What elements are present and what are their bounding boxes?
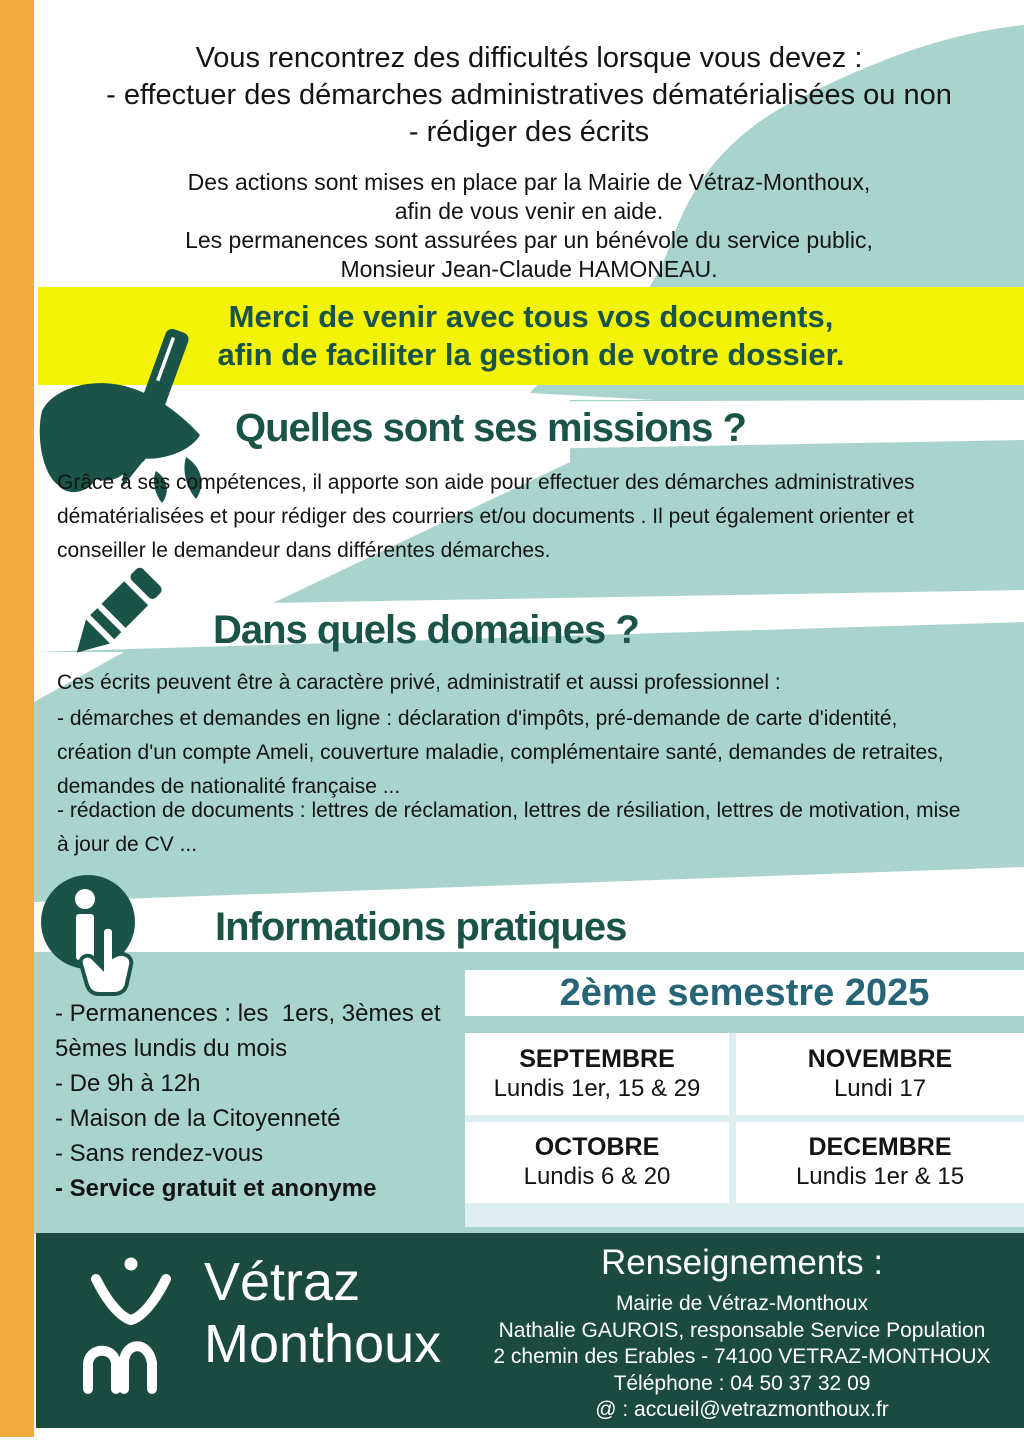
missions-paragraph: Grâce à ses compétences, il apporte son aide pour effectuer des démarches administratives dématérialisées et pour rédiger des courriers et/ou documents . Il peut également orienter et conseiller le demandeur dans différentes démarches. — [57, 471, 915, 562]
schedule-title: 2ème semestre 2025 — [465, 970, 1024, 1016]
info-icon — [38, 872, 158, 998]
intro-body-line: Monsieur Jean-Claude HAMONEAU. — [340, 256, 718, 282]
intro-title — [34, 40, 1024, 151]
footer-line-email: @ : accueil@vetrazmonthoux.fr — [595, 1398, 889, 1421]
domaines-intro: Ces écrits peuvent être à caractère privé, administratif et aussi professionnel : — [57, 671, 781, 694]
intro-title-line: - rédiger des écrits — [408, 116, 650, 148]
footer-line-contact-person: Nathalie GAUROIS, responsable Service Population — [498, 1318, 986, 1342]
schedule-dates: Lundis 1er, 15 & 29 — [493, 1074, 701, 1102]
footer-line-townhall: Mairie de Vétraz-Monthoux — [615, 1292, 869, 1315]
info-item-free-anonymous: - Service gratuit et anonyme — [55, 1175, 377, 1202]
footer — [36, 1233, 1024, 1428]
footer-line-phone: Téléphone : 04 50 37 32 09 — [613, 1371, 871, 1395]
domaines-paragraph-redaction: - rédaction de documents : lettres de réclamation, lettres de résiliation, lettres de motivation, mise à jour de CV ... — [57, 799, 961, 856]
logo-line-2: Monthoux — [204, 1314, 442, 1374]
info-item-permanences: - Permanences : les 1ers, 3èmes et 5èmes lundis du mois — [55, 1000, 448, 1062]
town-logo-text — [204, 1251, 441, 1375]
footer-contact-lines — [466, 1291, 1018, 1424]
info-item-hours: - De 9h à 12h — [55, 1070, 201, 1097]
schedule-cell-december — [736, 1122, 1024, 1204]
intro-body-line: afin de vous venir en aide. — [394, 198, 664, 224]
notice-line: afin de faciliter la gestion de votre dossier. — [217, 337, 845, 372]
schedule-month: NOVEMBRE — [807, 1044, 953, 1073]
logo-line-1: Vétraz — [204, 1252, 361, 1312]
section-heading-missions: Quelles sont ses missions ? — [235, 406, 746, 450]
section-heading-infos: Informations pratiques — [215, 905, 627, 949]
pencil-icon — [48, 556, 172, 680]
footer-line-address: 2 chemin des Erables - 74100 VETRAZ-MONTHOUX — [493, 1345, 991, 1368]
info-item-location: - Maison de la Citoyenneté — [55, 1105, 341, 1132]
schedule-cell-september — [465, 1033, 729, 1115]
info-item-no-appointment: - Sans rendez-vous — [55, 1140, 264, 1167]
notice-line: Merci de venir avec tous vos documents, — [228, 299, 834, 334]
schedule-table — [465, 1033, 1024, 1227]
schedule-dates: Lundis 1er & 15 — [795, 1163, 965, 1191]
domaines-paragraph-online: - démarches et demandes en ligne : déclaration d'impôts, pré-demande de carte d'identité, création d'un compte Ameli, couverture maladie, complémentaire santé, demandes de retraites, demandes de nationalité française ... — [57, 707, 944, 798]
schedule-cell-november — [736, 1033, 1024, 1115]
town-logo-icon — [66, 1255, 196, 1410]
practical-info-list — [55, 996, 465, 1206]
schedule-dates: Lundis 6 & 20 — [523, 1163, 671, 1191]
schedule-month: OCTOBRE — [534, 1133, 660, 1162]
intro-title-line: Vous rencontrez des difficultés lorsque vous devez : — [195, 42, 863, 74]
intro-body-line: Les permanences sont assurées par un bénévole du service public, — [185, 227, 873, 253]
footer-title: Renseignements : — [600, 1243, 884, 1282]
schedule-cell-october — [465, 1122, 729, 1204]
intro-body — [34, 168, 1024, 284]
section-heading-domaines: Dans quels domaines ? — [213, 608, 639, 652]
schedule-month: DECEMBRE — [808, 1133, 952, 1162]
intro-body-line: Des actions sont mises en place par la Mairie de Vétraz-Monthoux, — [187, 169, 871, 195]
schedule-dates: Lundi 17 — [833, 1074, 927, 1102]
footer-contact-block — [466, 1241, 1018, 1424]
schedule-month: SEPTEMBRE — [519, 1044, 675, 1073]
intro-title-line: - effectuer des démarches administratives dématérialisées ou non — [106, 79, 952, 111]
